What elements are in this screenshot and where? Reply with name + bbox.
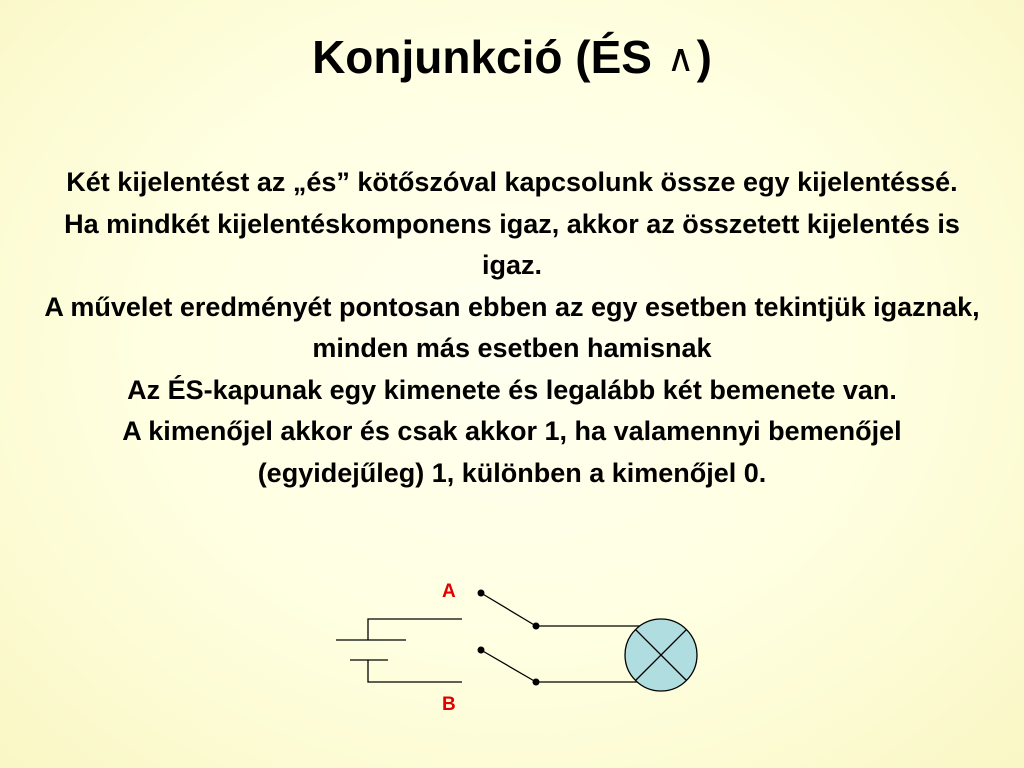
switch-b-contact — [478, 647, 485, 654]
switch-b-contact — [533, 679, 540, 686]
title-close: ) — [696, 31, 712, 83]
paragraph: Az ÉS-kapunak egy kimenete és legalább két bemenete van. — [127, 374, 897, 405]
battery-icon — [336, 619, 462, 682]
paragraph: Ha mindkét kijelentéskomponens igaz, akkor az összetett kijelentés is igaz. — [64, 208, 960, 280]
paragraph: A művelet eredményét pontosan ebben az egy esetben tekintjük igaznak, minden más esetben hamisnak — [44, 291, 980, 363]
switch-a-label: A — [442, 581, 456, 602]
switch-b-label: B — [442, 694, 456, 715]
switch-b — [481, 650, 641, 682]
lamp-icon — [625, 619, 697, 691]
switch-a — [481, 593, 641, 626]
title-text: Konjunkció (ÉS — [312, 31, 665, 83]
switch-a-contact — [478, 590, 485, 597]
paragraph: A kimenőjel akkor és csak akkor 1, ha valamennyi bemenőjel (egyidejűleg) 1, különben a kimenőjel 0. — [122, 416, 902, 488]
switch-a-contact — [533, 623, 540, 630]
paragraph: Két kijelentést az „és” kötőszóval kapcsolunk össze egy kijelentéssé. — [66, 167, 958, 197]
and-operator-symbol: ∧ — [666, 38, 695, 80]
